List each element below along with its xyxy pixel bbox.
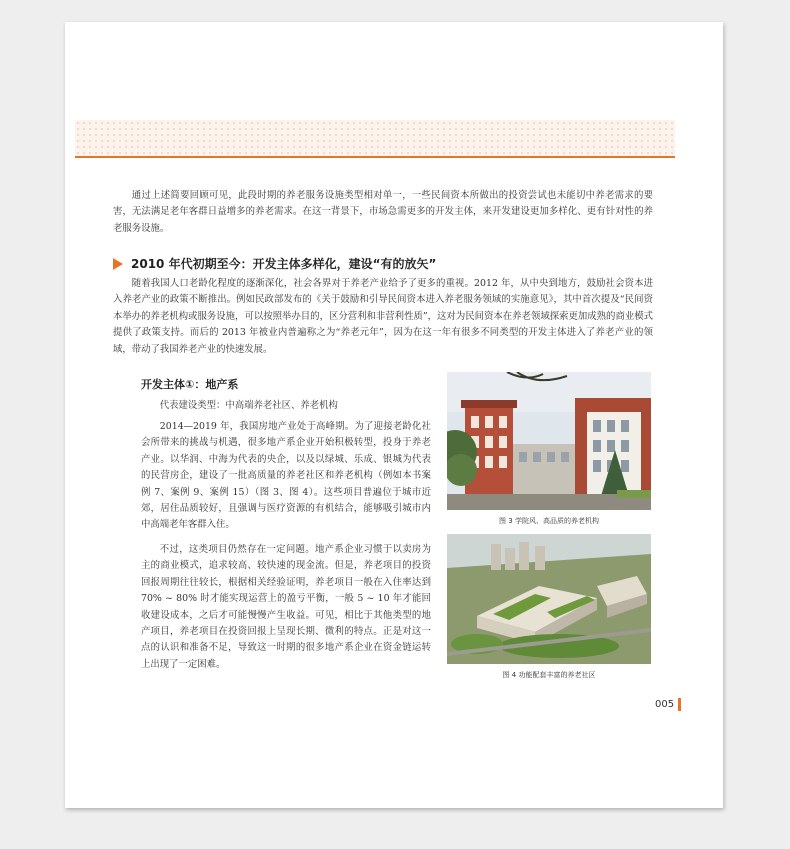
elderly-care-building-image [447, 372, 651, 510]
book-page [65, 22, 723, 808]
elderly-community-aerial-image [447, 534, 651, 664]
subsection-paragraph-1: 2014—2019 年，我国房地产业处于高峰期。为了迎接老龄化社会所带来的挑战与机遇，很多地产系企业开始积极转型，投身于养老产业。以华润、中海为代表的央企，以及以绿城、乐成、银城为代表的民营房企，建设了一批高质量的养老社区和养老机构（例如本书案例 7、案例 9、案例 15）（图 3、图 4）。这些项目普遍位于城市近郊，居住品质较好，且强调与医疗资源的有机结合，能够吸引城市内中高端老年客群入住。 [141, 421, 431, 531]
intro-paragraph: 通过上述简要回顾可见，此段时期的养老服务设施类型相对单一，一些民间资本所做出的投资尝试也未能切中养老需求的要害，无法满足老年客群日益增多的养老需求。在这一背景下，市场急需更多的开发主体，来开发建设更加多样化、更有针对性的养老服务设施。 [113, 190, 653, 234]
subsection-heading: 开发主体①：地产系 [141, 378, 239, 391]
section-heading-text: 2010 年代初期至今：开发主体多样化，建设“有的放矢” [131, 257, 437, 271]
section-paragraph: 随着我国人口老龄化程度的逐渐深化，社会各界对于养老产业给予了更多的重视。2012 年，从中央到地方，鼓励社会资本进入养老产业的政策不断推出。例如民政部发布的《关于鼓励和引导民间资本进入养老服务领域的实施意见》，其中首次提及“民间资本举办的养老机构或服务设施，可以按照举办目的，区分营利和非营利性质”，这对为民间资本在养老领域探索更加成熟的商业模式提供了政策支持。而后的 2013 年被业内普遍称之为“养老元年”，因为在这一年有很多不同类型的开发主体进入了养老产业的领域，带动了我国养老产业的快速发展。 [113, 278, 653, 355]
triangle-bullet-icon [113, 258, 123, 270]
figure-3-photo [447, 372, 651, 510]
figure-3-caption: 图 3 学院风、高品质的养老机构 [499, 517, 599, 525]
subsection-paragraph-2: 不过，这类项目仍然存在一定问题。地产系企业习惯于以卖房为主的商业模式，追求较高、较快速的现金流。但是，养老项目的投资回报周期往往较长，根据相关经验证明，养老项目一般在入住率达到 70% ~ 80% 时才能实现运营上的盈亏平衡，一般 5 ~ 10 年才能回收建设成本，之后才可能慢慢产生收益。可见，相比于其他类型的地产项目，养老项目在投资回报上呈现长期、微利的特点。正是对这一点的认识和准备不足，导致这一时期的很多地产系企业在资金链运转上出现了一定困难。 [141, 544, 431, 670]
section-heading [113, 255, 633, 272]
page-number [655, 698, 681, 711]
figure-4-photo [447, 534, 651, 664]
header-rule [75, 156, 675, 158]
figure-4-caption: 图 4 功能配套丰富的养老社区 [502, 671, 596, 679]
page-number-text: 005 [655, 699, 675, 710]
types-line: 代表建设类型：中高端养老社区、养老机构 [159, 400, 338, 411]
header-pattern-band [75, 120, 675, 156]
page-number-bar [678, 698, 681, 711]
